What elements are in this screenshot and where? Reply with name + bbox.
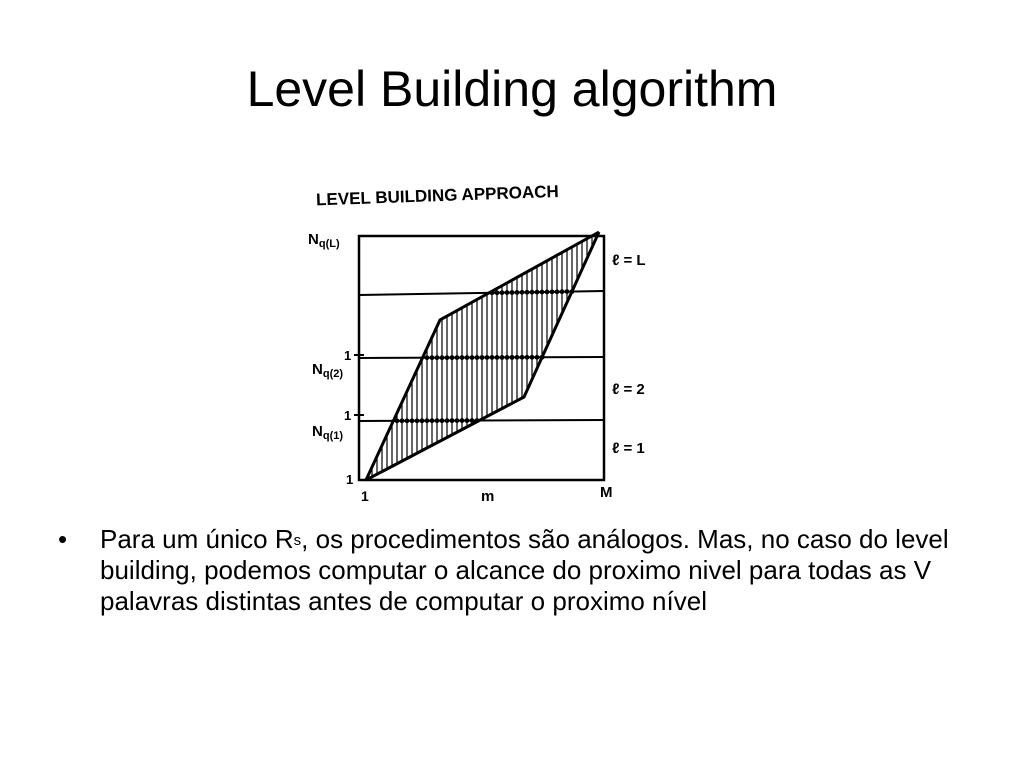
- level-dot: [490, 290, 495, 295]
- level-dot: [525, 290, 530, 295]
- level-dot: [490, 355, 495, 360]
- level-dot: [400, 418, 405, 423]
- label-nq-1: $N_{q(1)}$: [312, 423, 344, 442]
- level-dot: [530, 355, 535, 360]
- level-dot: [465, 355, 470, 360]
- slide-title: Level Building algorithm: [246, 61, 778, 117]
- level-dot: [540, 355, 545, 360]
- level-label-bottom: ℓ = 1: [612, 440, 645, 457]
- bullet-item: [58, 524, 958, 617]
- level-dot: [510, 290, 515, 295]
- bullet-icon: •: [58, 524, 68, 554]
- level-dot: [440, 418, 445, 423]
- level-dot: [435, 418, 440, 423]
- level-dot: [420, 418, 425, 423]
- level-dot: [485, 355, 490, 360]
- bullet-list: [58, 524, 958, 617]
- level-dot: [460, 355, 465, 360]
- level-dot: [480, 355, 485, 360]
- level-dot: [565, 289, 570, 294]
- level-dot: [570, 289, 575, 294]
- label-nq-l: $N_{q(L)}$: [308, 231, 340, 250]
- level-dot: [395, 418, 400, 423]
- level-dot: [410, 418, 415, 423]
- level-dot: [450, 355, 455, 360]
- level-dot: [515, 290, 520, 295]
- level-dot: [505, 355, 510, 360]
- label-one-a: 1: [344, 348, 352, 363]
- diagram-heading: LEVEL BUILDING APPROACH: [315, 181, 560, 210]
- level-dot: [520, 290, 525, 295]
- level-dot: [415, 418, 420, 423]
- level-dot: [535, 290, 540, 295]
- level-dot: [535, 355, 540, 360]
- level-label-top: ℓ = L: [612, 252, 646, 269]
- level-dot: [470, 418, 475, 423]
- x-label-end: M: [600, 484, 613, 501]
- level-dot: [545, 290, 550, 295]
- level-dot: [450, 418, 455, 423]
- diagram-svg: [300, 168, 680, 510]
- level-dot: [500, 290, 505, 295]
- level-dot: [475, 355, 480, 360]
- level-dot: [495, 290, 500, 295]
- level-dot: [455, 355, 460, 360]
- level-dot: [455, 418, 460, 423]
- level-dot: [405, 418, 410, 423]
- level-dot: [530, 290, 535, 295]
- level-dot: [445, 418, 450, 423]
- bullet-text-start: Para um único R: [100, 524, 294, 554]
- level-dot: [430, 418, 435, 423]
- level-dot: [555, 289, 560, 294]
- level-dot: [440, 355, 445, 360]
- label-one-b: 1: [344, 408, 352, 423]
- level-dot: [560, 289, 565, 294]
- level-building-diagram: [300, 168, 680, 510]
- level-dot: [520, 355, 525, 360]
- level-dot: [540, 290, 545, 295]
- level-dot: [465, 418, 470, 423]
- bullet-superscript: s: [293, 532, 302, 549]
- level-dot: [435, 355, 440, 360]
- level-dot: [425, 355, 430, 360]
- level-dot: [500, 355, 505, 360]
- level-dot: [495, 355, 500, 360]
- level-dot: [470, 355, 475, 360]
- bullet-text-end: , os procedimentos são análogos. Mas, no caso do level building, podemos computar o alcance do proximo nivel para todas as V palavras distintas antes de computar o proximo nível: [100, 524, 949, 616]
- level-dot: [510, 355, 515, 360]
- label-nq-2: $N_{q(2)}$: [312, 361, 344, 380]
- hatch-region: [372, 233, 597, 477]
- level-dot: [505, 290, 510, 295]
- label-one-origin: 1: [346, 472, 354, 487]
- level-dot: [430, 355, 435, 360]
- level-label-middle: ℓ = 2: [612, 381, 645, 398]
- x-label-start: 1: [361, 488, 369, 504]
- level-dot: [425, 418, 430, 423]
- level-dot: [515, 355, 520, 360]
- level-dot: [460, 418, 465, 423]
- x-label-m: m: [481, 488, 495, 505]
- level-dot: [525, 355, 530, 360]
- level-dot: [475, 418, 480, 423]
- level-dot: [445, 355, 450, 360]
- level-dot: [550, 289, 555, 294]
